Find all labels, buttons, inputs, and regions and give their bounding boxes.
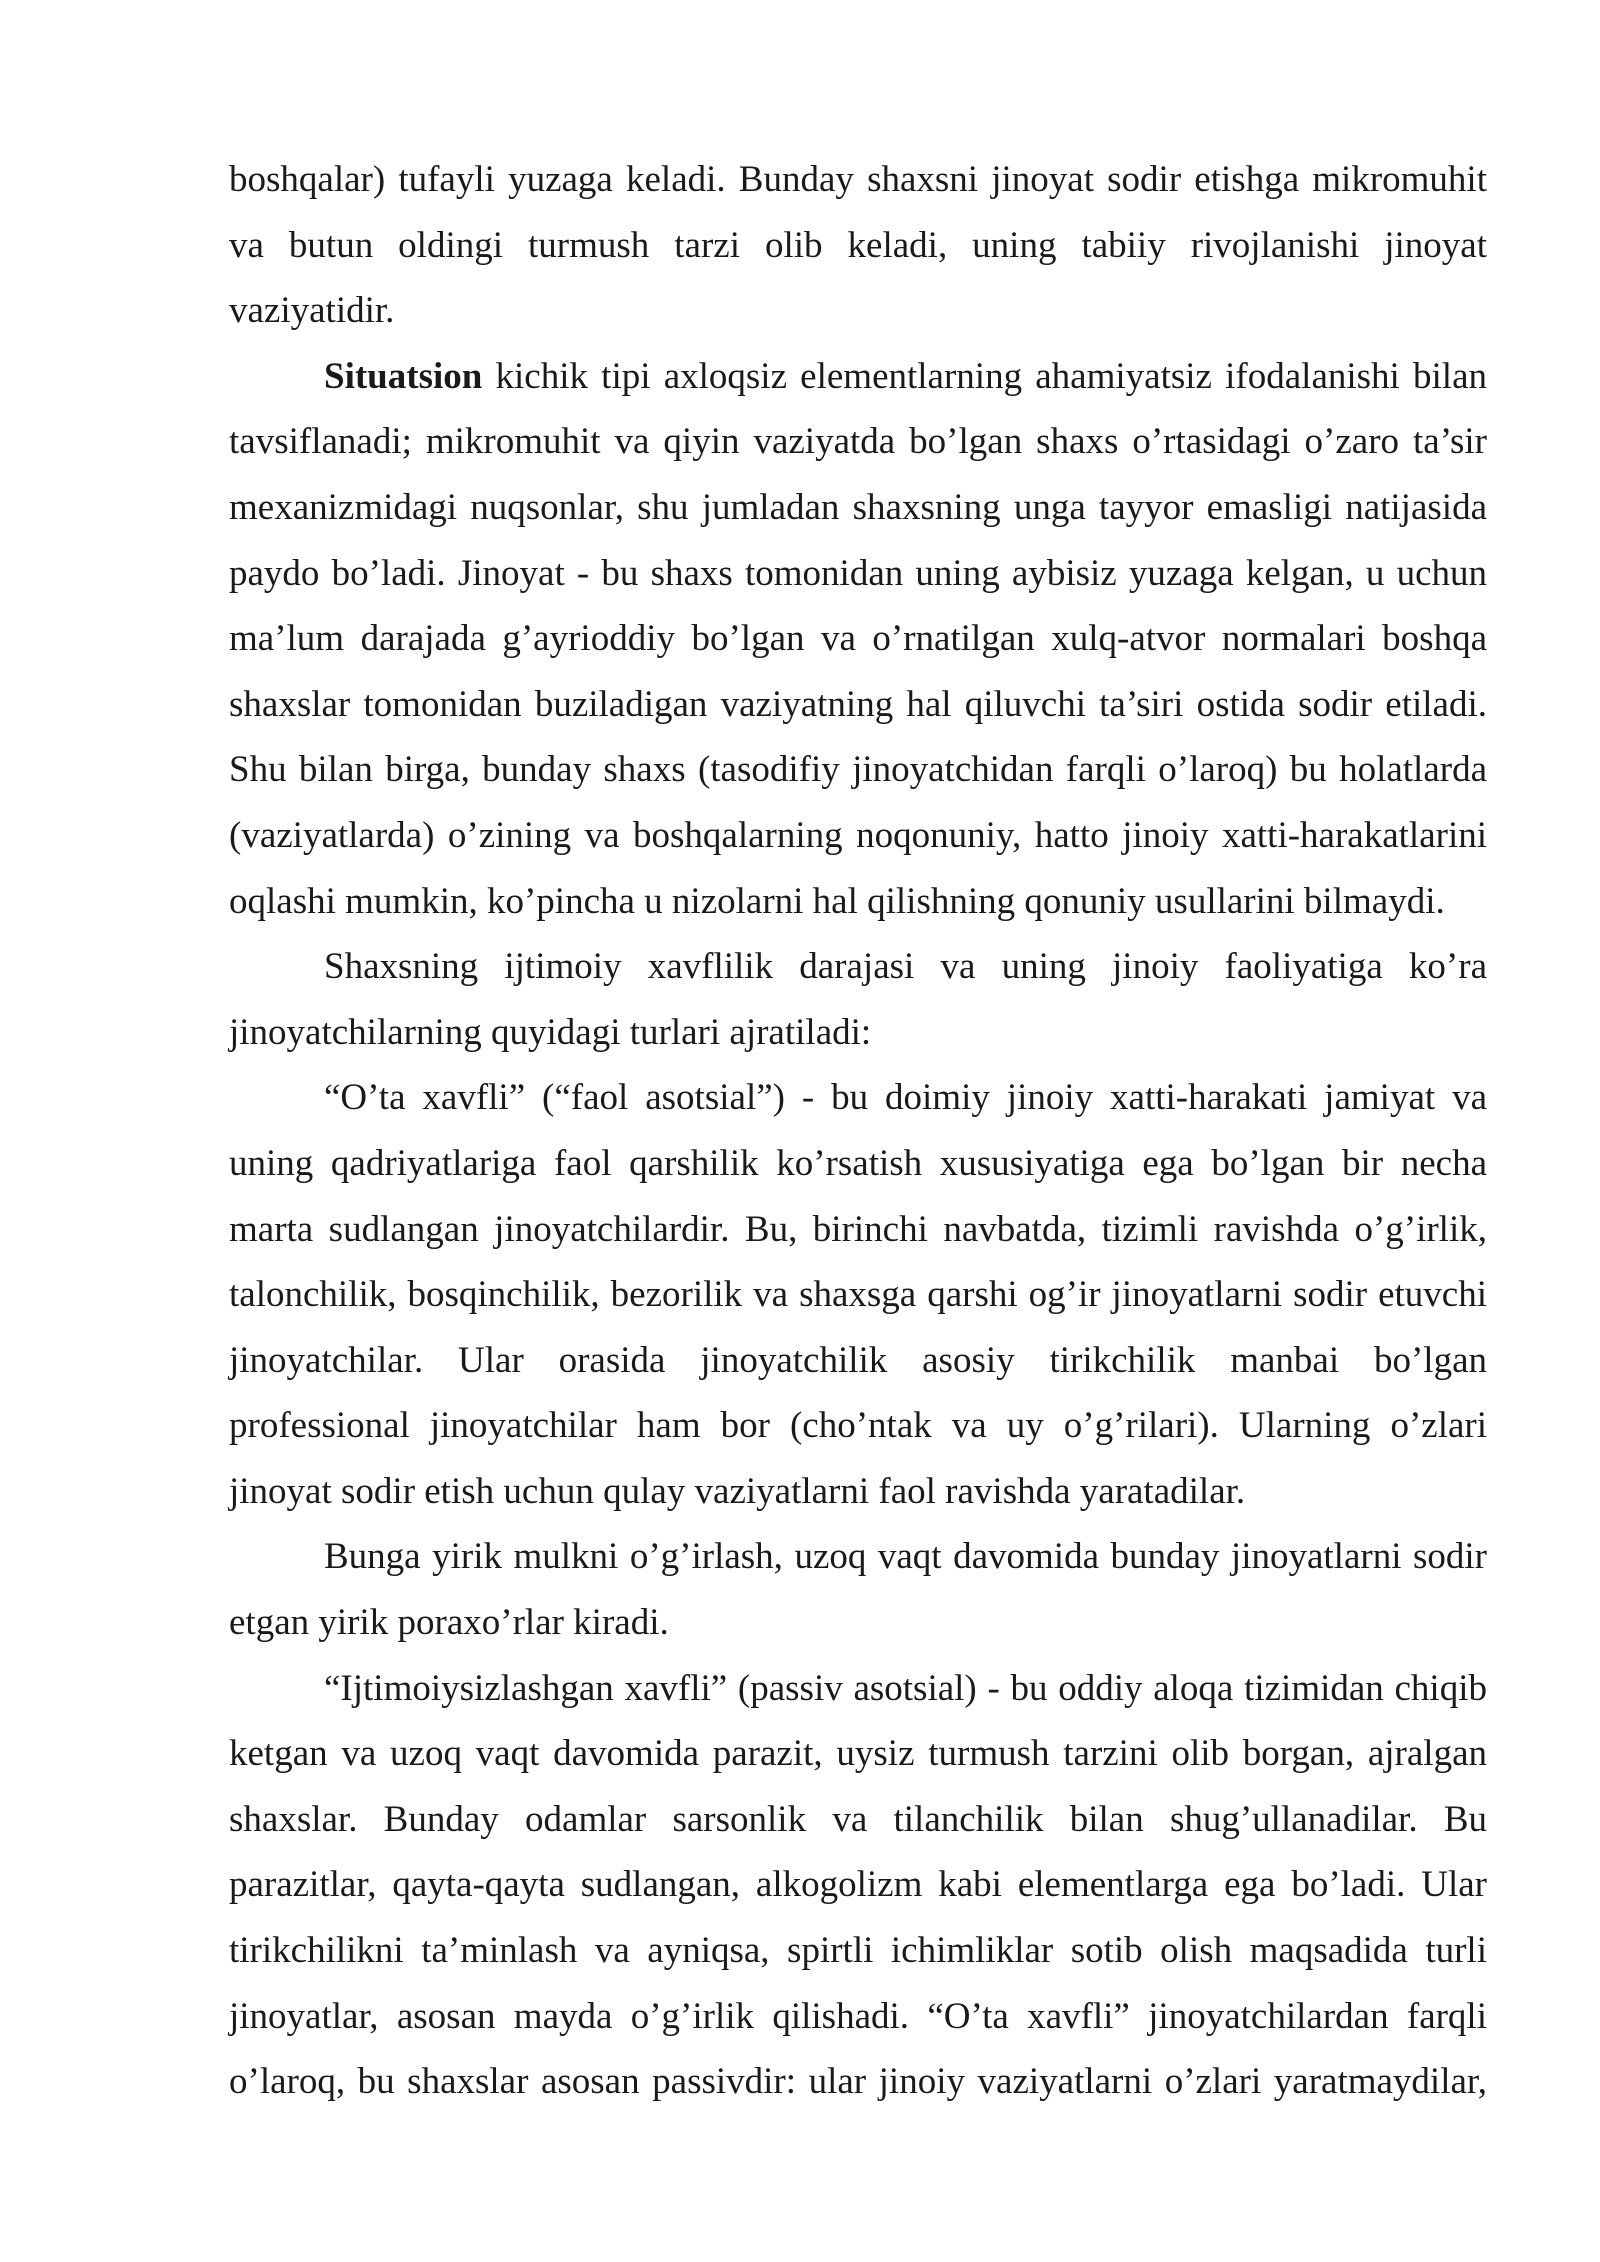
paragraph-5 [229,1524,1487,1655]
paragraph-2-text: kichik tipi axloqsiz elementlarning ahamiyatsiz ifodalanishi bilan tavsiflanadi; mikromuhit va qiyin vaziyatda bo’lgan shaxs o’rtasidagi o’zaro ta’sir mexanizmidagi nuqsonlar, shu jumladan shaxsning unga tayyor emasligi natijasida paydo bo’ladi. Jinoyat - bu shaxs tomonidan uning aybisiz yuzaga kelgan, u uchun ma’lum darajada g’ayrioddiy bo’lgan va o’rnatilgan xulq-atvor normalari boshqa shaxslar tomonidan buziladigan vaziyatning hal qiluvchi ta’siri ostida sodir etiladi. Shu bilan birga, bunday shaxs (tasodifiy jinoyatchidan farqli o’laroq) bu holatlarda (vaziyatlarda) o’zining va boshqalarning noqonuniy, hatto jinoiy xatti-harakatlarini oqlashi mumkin, ko’pincha u nizolarni hal qilishning qonuniy usullarini bilmaydi. [229,355,1487,922]
paragraph-1-text: boshqalar) tufayli yuzaga keladi. Bunday shaxsni jinoyat sodir etishga mikromuhit va butun oldingi turmush tarzi olib keladi, uning tabiiy rivojlanishi jinoyat vaziyatidir. [229,159,1487,332]
term-situatsion: Situatsion [324,355,483,397]
paragraph-6-text: “Ijtimoiysizlashgan xavfli” (passiv asotsial) - bu oddiy aloqa tizimidan chiqib ketgan va uzoq vaqt davomida parazit, uysiz turmush tarzini olib borgan, ajralgan shaxslar. Bunday odamlar sarsonlik va tilanchilik bilan shug’ullanadilar. Bu parazitlar, qayta-qayta sudlangan, alkogolizm kabi elementlarga ega bo’ladi. Ular tirikchilikni ta’minlash va ayniqsa, spirtli ichimliklar sotib olish maqsadida turli jinoyatlar, asosan mayda o’g’irlik qilishadi. “O’ta xavfli” jinoyatchilardan farqli o’laroq, bu shaxslar asosan passivdir: ular jinoiy vaziyatlarni o’zlari yaratmaydilar, [229,1667,1487,2103]
paragraph-2 [229,344,1487,934]
paragraph-1 [229,147,1487,344]
paragraph-4 [229,1065,1487,1524]
paragraph-5-text: Bunga yirik mulkni o’g’irlash, uzoq vaqt davomida bunday jinoyatlarni sodir etgan yirik poraxo’rlar kiradi. [229,1536,1487,1644]
paragraph-4-text: “O’ta xavfli” (“faol asotsial”) - bu doimiy jinoiy xatti-harakati jamiyat va uning qadriyatlariga faol qarshilik ko’rsatish xususiyatiga ega bo’lgan bir necha marta sudlangan jinoyatchilardir. Bu, birinchi navbatda, tizimli ravishda o’g’irlik, talonchilik, bosqinchilik, bezorilik va shaxsga qarshi og’ir jinoyatlarni sodir etuvchi jinoyatchilar. Ular orasida jinoyatchilik asosiy tirikchilik manbai bo’lgan professional jinoyatchilar ham bor (cho’ntak va uy o’g’rilari). Ularning o’zlari jinoyat sodir etish uchun qulay vaziyatlarni faol ravishda yaratadilar. [229,1077,1487,1512]
paragraph-3 [229,934,1487,1065]
paragraph-3-text: Shaxsning ijtimoiy xavflilik darajasi va uning jinoiy faoliyatiga ko’ra jinoyatchilarning quyidagi turlari ajratiladi: [229,946,1487,1053]
paragraph-6 [229,1656,1487,2115]
body-text [229,147,1487,2115]
